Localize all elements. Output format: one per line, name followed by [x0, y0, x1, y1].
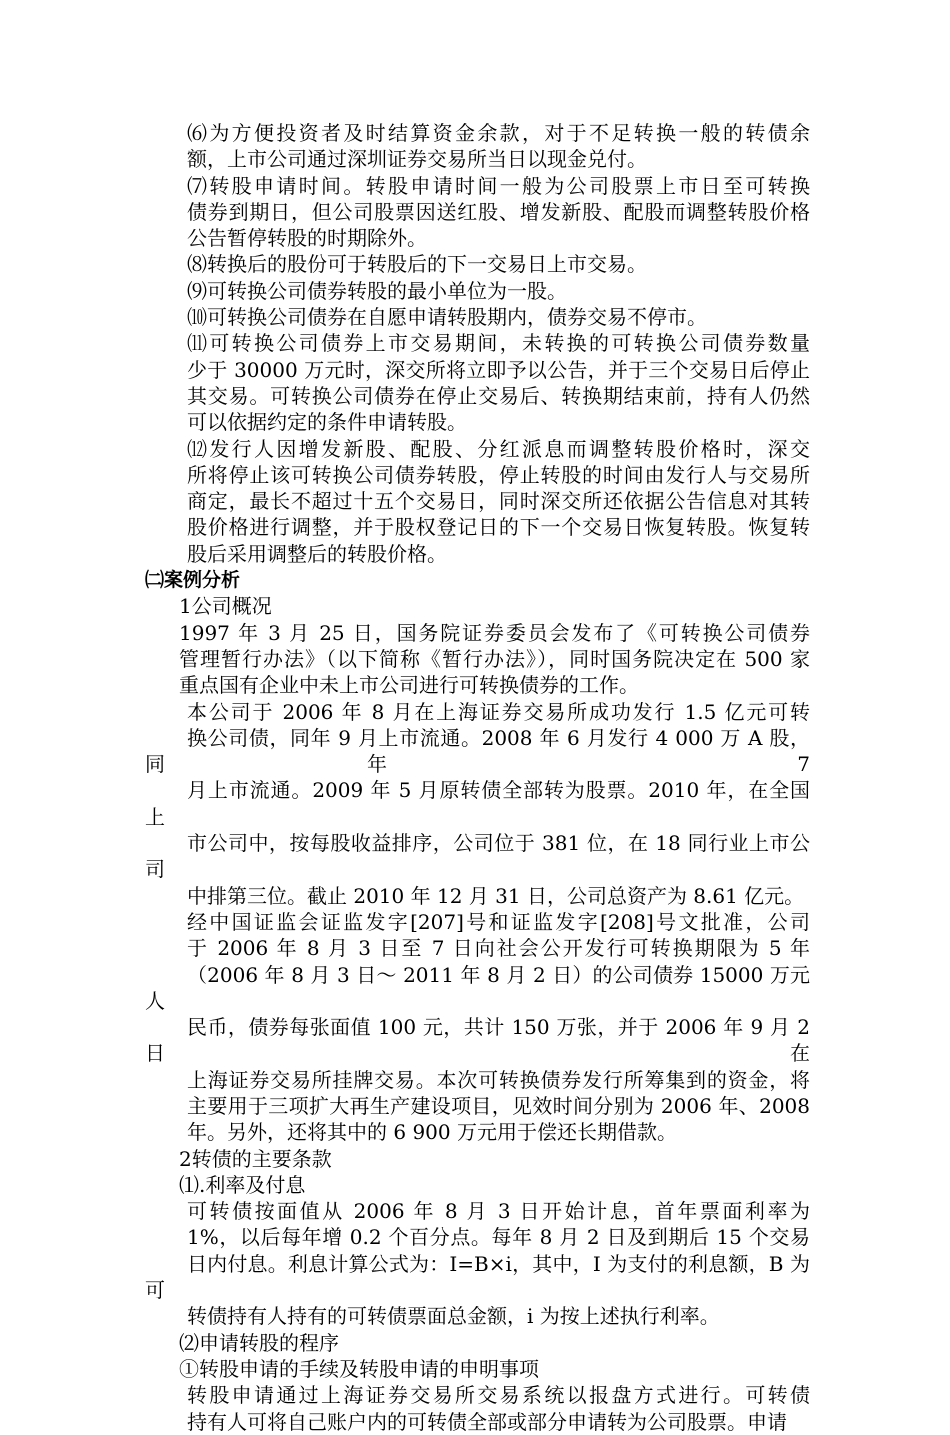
text-line: ⑼可转换公司债券转股的最小单位为一股。	[187, 278, 567, 303]
text-line: 所将停止该可转换公司债券转股，停止转股的时间由发行人与交易所	[187, 462, 810, 487]
text-line: 日内付息。利息计算公式为：I=B×i，其中，I 为支付的利息额，B 为可	[145, 1251, 810, 1303]
paragraph	[145, 1382, 810, 1435]
text-line: 主要用于三项扩大再生产建设项目，见效时间分别为 2006 年、2008	[187, 1093, 810, 1118]
section-heading	[145, 567, 810, 593]
paragraph	[145, 1330, 810, 1356]
text-line: 可以依据约定的条件申请转股。	[187, 410, 467, 435]
text-line: 市公司中，按每股收益排序，公司位于 381 位，在 18 同行业上市公司	[145, 831, 810, 882]
text-line: ⑿发行人因增发新股、配股、分红派息而调整转股价格时，深交	[187, 436, 810, 461]
text-line: 1%，以后每年增 0.2 个百分点。每年 8 月 2 日及到期后 15 个交易	[187, 1225, 810, 1250]
paragraph	[145, 304, 810, 330]
paragraph	[145, 278, 810, 304]
text-line: ⑽可转换公司债券在自愿申请转股期内，债券交易不停市。	[187, 305, 707, 330]
paragraph	[145, 909, 810, 1146]
text-line: ⑺转股申请时间。转股申请时间一般为公司股票上市日至可转换	[187, 173, 810, 198]
text-line: 持有人可将自己账户内的可转债全部或部分申请转为公司股票。申请	[187, 1409, 787, 1434]
text-line: 商定，最长不超过十五个交易日，同时深交所还依据公告信息对其转	[187, 489, 810, 514]
text-line: 经中国证监会证监发字[207]号和证监发字[208]号文批准，公司	[187, 909, 810, 934]
paragraph	[145, 699, 810, 909]
text-line: 股后采用调整后的转股价格。	[187, 541, 447, 566]
text-line: （2006 年 8 月 3 日～ 2011 年 8 月 2 日）的公司债券 15000 万元人	[145, 962, 810, 1013]
text-line: ㈡案例分析	[145, 569, 241, 592]
paragraph	[145, 1356, 810, 1382]
text-line: 债券到期日，但公司股票因送红股、增发新股、配股而调整转股价格	[187, 199, 810, 224]
document-body	[145, 120, 810, 1435]
text-line: 重点国有企业中未上市公司进行可转换债券的工作。	[179, 673, 639, 698]
text-line: ⑹为方便投资者及时结算资金余款，对于不足转换一般的转债余	[187, 121, 810, 145]
text-line: ⑵申请转股的程序	[179, 1330, 339, 1355]
paragraph	[145, 173, 810, 252]
text-line: 公告暂停转股的时期除外。	[187, 226, 427, 251]
text-line: 其交易。可转换公司债券在停止交易后、转换期结束前，持有人仍然	[187, 383, 810, 408]
text-line: 月上市流通。2009 年 5 月原转债全部转为股票。2010 年，在全国 上	[145, 778, 810, 829]
text-line: 换公司债，同年 9 月上市流通。2008 年 6 月发行 4 000 万 A 股，同年 7	[145, 725, 810, 777]
text-line: 少于 30000 万元时，深交所将立即予以公告，并于三个交易日后停止	[187, 357, 810, 382]
text-line: 1公司概况	[179, 594, 272, 619]
paragraph	[145, 330, 810, 435]
paragraph	[145, 436, 810, 567]
text-line: 2转债的主要条款	[179, 1146, 332, 1171]
text-line: 1997 年 3 月 25 日，国务院证券委员会发布了《可转换公司债券	[179, 620, 810, 645]
text-line: 于 2006 年 8 月 3 日至 7 日向社会公开发行可转换期限为 5 年	[187, 936, 810, 961]
paragraph	[145, 593, 810, 619]
text-line: ⑻转换后的股份可于转股后的下一交易日上市交易。	[187, 252, 647, 277]
paragraph	[145, 1146, 810, 1172]
text-line: 额，上市公司通过深圳证券交易所当日以现金兑付。	[187, 147, 647, 172]
text-line: 转股申请通过上海证券交易所交易系统以报盘方式进行。可转债	[187, 1383, 810, 1408]
paragraph	[145, 120, 810, 173]
text-line: ⑴.利率及付息	[179, 1172, 306, 1197]
paragraph	[145, 1198, 810, 1329]
text-line: 上海证券交易所挂牌交易。本次可转换债券发行所筹集到的资金，将	[187, 1067, 810, 1092]
paragraph	[145, 1172, 810, 1198]
text-line: 可转债按面值从 2006 年 8 月 3 日开始计息，首年票面利率为	[187, 1199, 810, 1224]
text-line: 本公司于 2006 年 8 月在上海证券交易所成功发行 1.5 亿元可转	[187, 699, 810, 724]
paragraph	[145, 620, 810, 699]
text-line: ⑾可转换公司债券上市交易期间，未转换的可转换公司债券数量	[187, 331, 810, 356]
text-line: 中排第三位。截止 2010 年 12 月 31 日，公司总资产为 8.61 亿元。	[187, 883, 805, 908]
text-line: 管理暂行办法》（以下简称《暂行办法》），同时国务院决定在 500 家	[179, 646, 810, 671]
paragraph	[145, 251, 810, 277]
text-line: 年。另外，还将其中的 6 900 万元用于偿还长期借款。	[187, 1120, 677, 1145]
text-line: 股价格进行调整，并于股权登记日的下一个交易日恢复转股。恢复转	[187, 515, 810, 540]
text-line: 转债持有人持有的可转债票面总金额，i 为按上述执行利率。	[187, 1304, 720, 1329]
text-line: ①转股申请的手续及转股申请的申明事项	[179, 1356, 539, 1381]
text-line: 民币，债券每张面值 100 元，共计 150 万张，并于 2006 年 9 月 2 日在	[145, 1015, 810, 1066]
